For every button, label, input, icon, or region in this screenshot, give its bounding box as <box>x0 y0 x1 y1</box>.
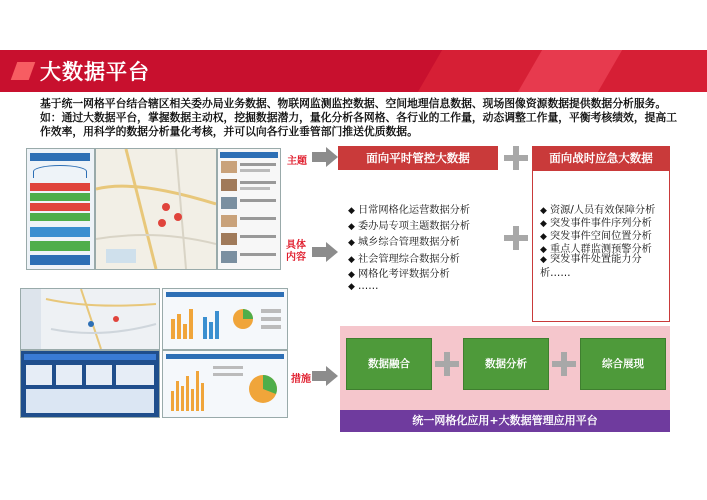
content-arrow-icon <box>312 242 338 262</box>
list-item: ◆ 社会管理综合数据分析 <box>348 254 460 265</box>
step-display: 综合展现 <box>580 338 666 390</box>
theme-label: 主题 <box>287 156 307 167</box>
theme-arrow-icon <box>312 147 338 167</box>
stats-thumbnail <box>162 350 288 418</box>
stats-mini <box>163 351 287 417</box>
list-item: ◆ …… <box>348 281 379 292</box>
plus-icon <box>552 352 576 376</box>
gis-map <box>21 289 159 349</box>
list-item: ◆ 网格化考评数据分析 <box>348 269 450 280</box>
plus-icon <box>435 352 459 376</box>
plus-icon <box>504 226 528 250</box>
platform-bar: 统一网格化应用+大数据管理应用平台 <box>340 410 670 432</box>
map-thumbnail <box>95 148 217 270</box>
list-item: ◆ 突发事件处置能力分析…… <box>540 254 642 279</box>
dashboard-thumbnail <box>26 148 95 270</box>
step-data-analysis: 数据分析 <box>463 338 549 390</box>
list-item: ◆ 重点人群监测预警分析 <box>540 244 652 255</box>
content-label: 具体内容 <box>286 240 306 263</box>
list-item: ◆ 资源/人员有效保障分析 <box>540 205 656 216</box>
map-roads <box>96 149 216 269</box>
measures-label: 措施 <box>291 374 311 385</box>
charts-thumbnail <box>162 288 288 350</box>
emergency-box: 面向战时应急大数据 <box>532 146 670 170</box>
plus-icon <box>504 146 528 170</box>
list-thumbnail <box>217 148 281 270</box>
gis-thumbnail <box>20 288 160 350</box>
charts-mini <box>163 289 287 349</box>
list-item: ◆ 日常网格化运营数据分析 <box>348 205 471 216</box>
list-item: ◆ 突发事件事件序列分析 <box>540 218 652 229</box>
list-item: ◆ 城乡综合管理数据分析 <box>348 237 460 248</box>
list-item: ◆ 突发事件空间位置分析 <box>540 231 652 242</box>
blue-dashboard-thumbnail <box>20 350 160 418</box>
step-data-fusion: 数据融合 <box>346 338 432 390</box>
list-item: ◆ 委办局专项主题数据分析 <box>348 221 471 232</box>
intro-paragraph: 基于统一网格平台结合辖区相关委办局业务数据、物联网监测监控数据、空间地理信息数据、现场图像资源数据提供数据分析服务。如：通过大数据平台，掌握数据主动权，挖掘数据潜力，量化分析各网格、各行业的工作量，动态调整工作量，平衡考核绩效，提高工作效率，用科学的数据分析量化考核，并可以向各行业垂管部门推送优质数据。 <box>40 97 678 139</box>
measures-arrow-icon <box>312 366 338 386</box>
page-title: 大数据平台 <box>40 60 150 84</box>
normal-control-box: 面向平时管控大数据 <box>338 146 498 170</box>
